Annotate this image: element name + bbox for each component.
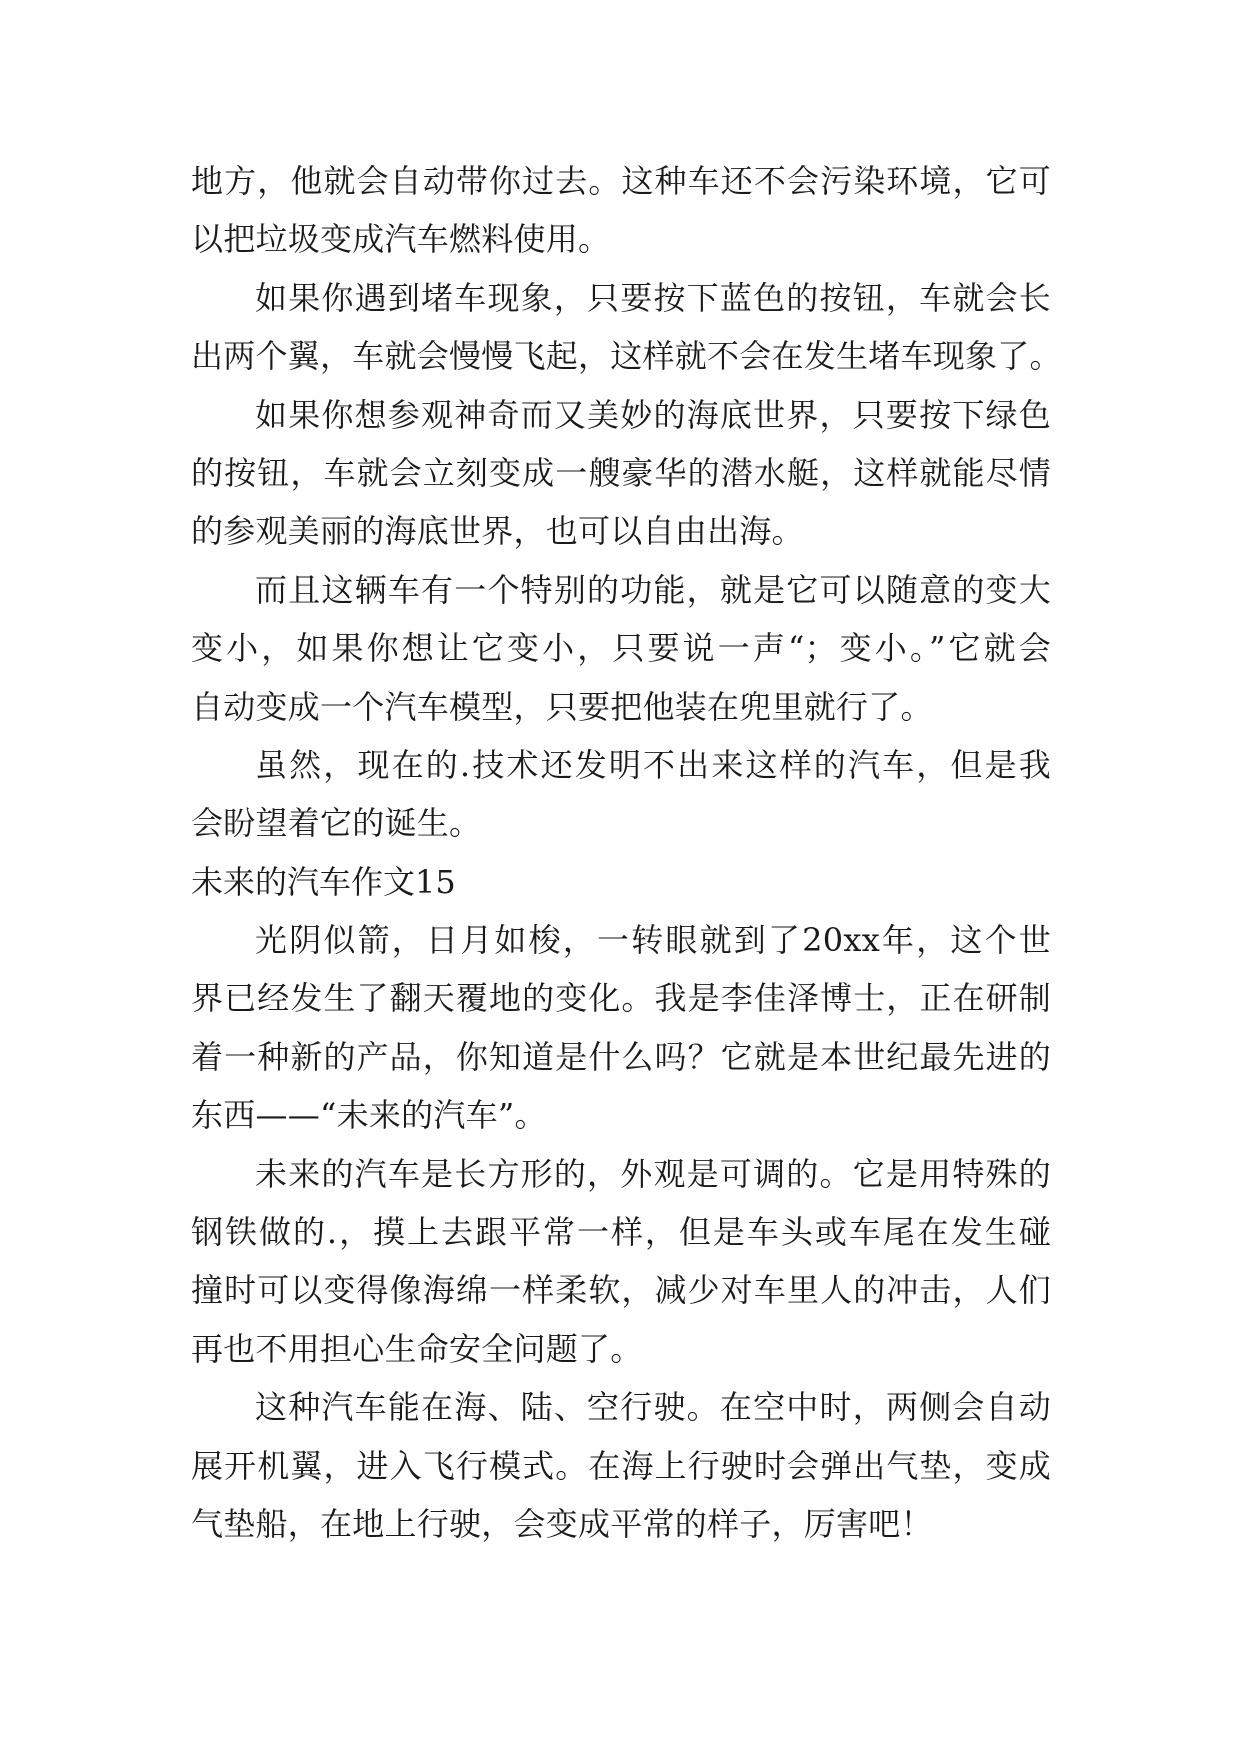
document-body [191, 152, 1062, 1553]
text-line: 如果你遇到堵车现象，只要按下蓝色的按钮，车就会长 [255, 278, 1051, 317]
text-line: 变小，如果你想让它变小，只要说一声“；变小。”它就会 [191, 629, 1051, 668]
text-line: 以把垃圾变成汽车燃料使用。 [191, 220, 611, 259]
text-line: 未来的汽车是长方形的，外观是可调的。它是用特殊的 [255, 1154, 1051, 1193]
section-heading: 未来的汽车作文15 [191, 862, 456, 901]
text-line: 界已经发生了翻天覆地的变化。我是李佳泽博士，正在研制 [191, 979, 1051, 1018]
text-line: 这种汽车能在海、陆、空行驶。在空中时，两侧会自动 [255, 1388, 1051, 1427]
text-line: 会盼望着它的诞生。 [191, 804, 482, 843]
text-line: 气垫船，在地上行驶，会变成平常的样子，厉害吧！ [191, 1504, 933, 1543]
text-line: 出两个翼，车就会慢慢飞起，这样就不会在发生堵车现象了。 [191, 337, 1062, 376]
text-line: 的参观美丽的海底世界，也可以自由出海。 [191, 512, 804, 551]
text-line: 虽然，现在的.技术还发明不出来这样的汽车，但是我 [255, 745, 1051, 784]
text-line: 撞时可以变得像海绵一样柔软，减少对车里人的冲击，人们 [191, 1271, 1051, 1310]
text-line: 钢铁做的.，摸上去跟平常一样，但是车头或车尾在发生碰 [191, 1213, 1051, 1252]
text-line: 光阴似箭，日月如梭，一转眼就到了20xx年，这个世 [255, 921, 1051, 960]
text-line: 再也不用担心生命安全问题了。 [191, 1329, 643, 1368]
text-line: 如果你想参观神奇而又美妙的海底世界，只要按下绿色 [255, 395, 1051, 434]
text-line: 东西——“未来的汽车”。 [191, 1096, 547, 1135]
text-line: 的按钮，车就会立刻变成一艘豪华的潜水艇，这样就能尽情 [191, 453, 1051, 492]
text-line: 自动变成一个汽车模型，只要把他装在兜里就行了。 [191, 687, 933, 726]
text-line: 而且这辆车有一个特别的功能，就是它可以随意的变大 [255, 570, 1051, 609]
text-line: 着一种新的产品，你知道是什么吗？它就是本世纪最先进的 [191, 1037, 1051, 1076]
text-line: 展开机翼，进入飞行模式。在海上行驶时会弹出气垫，变成 [191, 1446, 1051, 1485]
text-line: 地方，他就会自动带你过去。这种车还不会污染环境，它可 [191, 162, 1051, 200]
